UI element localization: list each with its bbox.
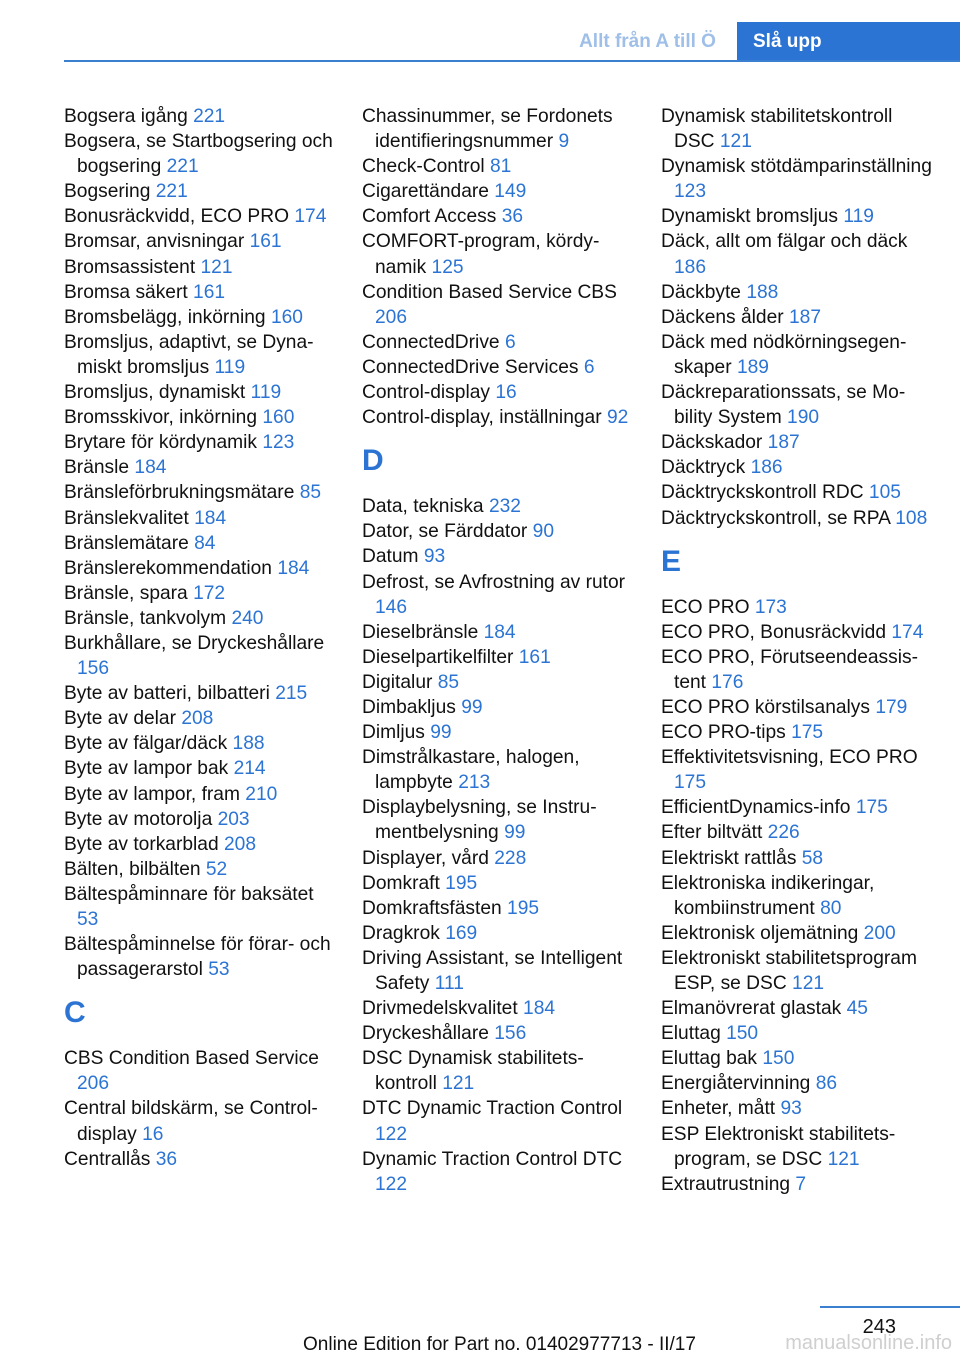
entry-text: Däcktryckskontroll, se RPA	[661, 507, 890, 529]
index-entry	[64, 330, 334, 380]
page-link[interactable]: 156	[494, 1023, 527, 1045]
page-link[interactable]: 149	[494, 181, 527, 203]
index-entry	[64, 556, 334, 581]
page-link[interactable]: 80	[820, 897, 842, 919]
index-entry	[362, 670, 632, 695]
entry-text: Eluttag	[661, 1023, 721, 1045]
index-entry	[362, 1021, 632, 1046]
index-entry	[64, 229, 334, 254]
entry-text: Energiåtervinning	[661, 1073, 811, 1095]
index-entry	[362, 1147, 632, 1197]
index-entry	[661, 305, 936, 330]
entry-text: Defrost, se Avfrostning av rutor	[362, 571, 626, 593]
index-entry	[64, 380, 334, 405]
entry-text: ConnectedDrive Services	[362, 356, 579, 378]
edition-note: Online Edition for Part no. 01402977713 - II/17	[303, 1334, 696, 1355]
page-link[interactable]: 184	[523, 998, 556, 1020]
entry-text: Dieselbränsle	[362, 621, 479, 643]
index-entry	[64, 857, 334, 882]
entry-text: Displayer, vård	[362, 847, 489, 869]
page-link[interactable]: 121	[200, 256, 233, 278]
entry-text: ESP Elektroniskt stabilitetsprogram, se DSC	[661, 1123, 896, 1170]
page-link[interactable]: 174	[294, 206, 327, 228]
page-link[interactable]: 213	[458, 772, 491, 794]
page-link[interactable]: 99	[430, 722, 452, 744]
entry-text: Byte av lampor, fram	[64, 783, 240, 805]
watermark: manualsonline.info	[785, 1332, 952, 1354]
index-entry	[64, 606, 334, 631]
page-link[interactable]: 6	[583, 356, 595, 378]
entry-text: Dimstrålkastare, halogen, lampbyte	[362, 747, 580, 794]
index-entry	[64, 581, 334, 606]
page-link[interactable]: 203	[217, 808, 250, 830]
page-link[interactable]: 121	[442, 1073, 475, 1095]
index-entry	[362, 330, 632, 355]
section-letter: E	[661, 544, 682, 578]
page-link[interactable]: 214	[233, 758, 266, 780]
page-link[interactable]: 90	[532, 521, 554, 543]
page-link[interactable]: 16	[142, 1123, 164, 1145]
index-entry	[362, 519, 632, 544]
index-entry	[661, 795, 936, 820]
tab-a-to-o[interactable]: Allt från A till Ö	[579, 31, 716, 52]
entry-text: Byte av batteri, bilbatteri	[64, 683, 270, 705]
page-link[interactable]: 93	[423, 546, 446, 568]
page-link[interactable]: 176	[711, 671, 744, 693]
page-link[interactable]: 161	[518, 646, 551, 668]
page-link[interactable]: 150	[726, 1023, 759, 1045]
entry-text: Däcktryckskontroll RDC	[661, 482, 864, 504]
page-link[interactable]: 187	[789, 306, 822, 328]
page-link[interactable]: 99	[504, 822, 526, 844]
entry-text: Efter biltvätt	[661, 822, 763, 844]
page-link[interactable]: 99	[461, 696, 483, 718]
index-entry	[64, 1096, 334, 1146]
entry-text: Bälten, bilbälten	[64, 858, 201, 880]
entry-text: Bromsljus, dynamiskt	[64, 382, 246, 404]
entry-text: Displaybelysning, se Instrumentbelysning	[362, 797, 597, 844]
entry-text: Bränslekvalitet	[64, 507, 189, 529]
entry-text: Däck, allt om fälgar och däck	[661, 231, 908, 253]
index-entry	[661, 1096, 936, 1121]
page-link[interactable]: 240	[231, 607, 264, 629]
index-column-2	[362, 104, 632, 1197]
page-link[interactable]: 85	[437, 671, 460, 693]
entry-text: ECO PRO, Förutseendeassistent	[661, 646, 918, 693]
page-link[interactable]: 119	[843, 206, 874, 228]
page-link[interactable]: 195	[445, 872, 478, 894]
tab-lookup[interactable]: Slå upp	[737, 22, 960, 62]
page-link[interactable]: 53	[77, 909, 99, 930]
entry-text: Bränsle, spara	[64, 582, 188, 604]
entry-text: Control-display	[362, 382, 490, 404]
page-link[interactable]: 186	[750, 457, 783, 479]
index-entry	[64, 104, 334, 129]
entry-text: Chassinummer, se Fordonets identifieringsnummer	[362, 106, 613, 153]
index-entry	[661, 620, 936, 645]
header-bar	[0, 0, 960, 62]
page-link[interactable]: 187	[767, 432, 800, 454]
page-link[interactable]: 221	[166, 156, 199, 178]
entry-text: Enheter, mått	[661, 1098, 776, 1120]
index-entry	[64, 932, 334, 982]
page-link[interactable]: 200	[863, 922, 896, 944]
index-entry	[661, 229, 936, 279]
page-link[interactable]: 119	[214, 356, 246, 378]
page-link[interactable]: 232	[488, 496, 521, 518]
index-entry	[362, 494, 632, 519]
index-entry	[362, 1096, 632, 1146]
entry-text: Control-display, inställningar	[362, 407, 602, 429]
entry-text: Comfort Access	[362, 206, 497, 228]
page-link[interactable]: 228	[494, 847, 527, 869]
entry-text: Byte av motorolja	[64, 808, 213, 830]
entry-text: Bogsera igång	[64, 106, 188, 127]
page-link[interactable]: 206	[77, 1073, 110, 1095]
entry-text: Digitalur	[362, 671, 433, 693]
entry-text: Bromsbelägg, inkörning	[64, 306, 266, 328]
footer-rule	[820, 1306, 960, 1308]
entry-text: Bältespåminnare för baksätet	[64, 883, 314, 905]
page-link[interactable]: 175	[791, 722, 824, 744]
index-entry	[362, 280, 632, 330]
entry-text: Bromsskivor, inkörning	[64, 407, 258, 429]
page-link[interactable]: 161	[249, 231, 282, 253]
index-entry	[362, 645, 632, 670]
page-link[interactable]: 52	[205, 858, 228, 880]
page-link[interactable]: 125	[431, 256, 464, 278]
page-link[interactable]: 215	[275, 683, 308, 705]
entry-text: Dynamisk stabilitetskontroll DSC	[661, 106, 893, 153]
page-link[interactable]: 150	[762, 1048, 795, 1070]
page-link[interactable]: 184	[134, 457, 167, 479]
entry-text: Elektronisk oljemätning	[661, 922, 859, 944]
page-link[interactable]: 93	[780, 1098, 802, 1120]
page-link[interactable]: 123	[262, 432, 295, 454]
page-link[interactable]: 189	[736, 356, 769, 378]
page-link[interactable]: 221	[193, 106, 226, 127]
entry-text: Byte av torkarblad	[64, 833, 219, 855]
index-entry	[661, 154, 936, 204]
entry-text: Dynamic Traction Control DTC	[362, 1148, 623, 1170]
page-link[interactable]: 84	[194, 532, 216, 554]
index-column-3	[661, 104, 936, 1197]
index-entry	[362, 871, 632, 896]
index-entry	[362, 1046, 632, 1096]
entry-text: Elektroniska indikeringar, kombiinstrument	[661, 872, 875, 919]
page-link[interactable]: 188	[232, 733, 265, 755]
entry-text: ECO PRO, Bonusräckvidd	[661, 621, 887, 643]
index-entry	[362, 104, 632, 154]
page-link[interactable]: 221	[155, 181, 188, 203]
page-link[interactable]: 195	[507, 897, 540, 919]
index-entry	[64, 305, 334, 330]
index-entry	[362, 745, 632, 795]
entry-text: DTC Dynamic Traction Control	[362, 1098, 623, 1120]
index-entry	[362, 846, 632, 871]
entry-text: Elmanövrerat glastak	[661, 998, 842, 1020]
index-entry	[661, 745, 936, 795]
index-entry	[64, 280, 334, 305]
page-link[interactable]: 121	[719, 131, 752, 153]
section-letter: D	[362, 444, 384, 478]
page-link[interactable]: 108	[895, 507, 928, 529]
entry-text: Bonusräckvidd, ECO PRO	[64, 206, 290, 228]
entry-text: Bältespåminnelse för förar- och passagerarstol	[64, 934, 331, 981]
page-link[interactable]: 184	[483, 621, 516, 643]
page-link[interactable]: 173	[754, 596, 787, 618]
page-link[interactable]: 179	[875, 696, 908, 718]
entry-text: Bränslerekommendation	[64, 557, 272, 579]
page-link[interactable]: 6	[504, 331, 516, 353]
entry-text: Bromsar, anvisningar	[64, 231, 245, 253]
entry-text: Data, tekniska	[362, 496, 484, 518]
page-number: 243	[862, 1316, 896, 1338]
entry-text: Elektriskt rattlås	[661, 847, 797, 869]
entry-text: Driving Assistant, se Intelligent Safety	[362, 947, 623, 994]
index-entry	[64, 204, 334, 229]
index-entry	[661, 846, 936, 871]
entry-text: Däckskador	[661, 432, 763, 454]
page-link[interactable]: 186	[674, 256, 707, 278]
entry-text: Bränslemätare	[64, 532, 189, 554]
index-column-1	[64, 104, 334, 1172]
entry-text: Bromsa säkert	[64, 281, 188, 303]
page-link[interactable]: 36	[501, 206, 524, 228]
index-entry	[661, 1172, 936, 1197]
page-link[interactable]: 188	[746, 281, 779, 303]
entry-text: EfficientDynamics-info	[661, 797, 851, 819]
entry-text: Cigarettändare	[362, 181, 489, 203]
index-entry	[661, 645, 936, 695]
index-entry	[362, 204, 632, 229]
index-entry	[64, 1046, 334, 1096]
entry-text: Byte av fälgar/däck	[64, 733, 228, 755]
index-entry	[64, 179, 334, 204]
page-link[interactable]: 119	[250, 382, 282, 404]
index-entry	[362, 896, 632, 921]
index-entry	[64, 756, 334, 781]
page-link[interactable]: 123	[674, 181, 707, 203]
index-entry	[661, 1071, 936, 1096]
index-entry	[661, 380, 936, 430]
entry-text: Dragkrok	[362, 922, 440, 944]
page-link[interactable]: 85	[299, 482, 322, 504]
header-rule	[64, 60, 960, 62]
entry-text: Dimljus	[362, 722, 425, 744]
page-link[interactable]: 45	[846, 998, 868, 1020]
index-entry	[362, 720, 632, 745]
entry-text: Däcktryck	[661, 457, 746, 479]
entry-text: Centrallås	[64, 1148, 151, 1170]
entry-text: Byte av lampor bak	[64, 758, 229, 780]
page-link[interactable]: 208	[181, 708, 214, 730]
entry-text: Domkraftsfästen	[362, 897, 502, 919]
index-entry	[362, 921, 632, 946]
index-entry	[661, 204, 936, 229]
index-entry	[661, 946, 936, 996]
entry-text: Bogsera, se Startbogsering och bogsering	[64, 131, 333, 178]
entry-text: CBS Condition Based Service	[64, 1048, 319, 1070]
entry-text: Check-Control	[362, 156, 485, 178]
index-entry	[661, 1046, 936, 1071]
entry-text: ConnectedDrive	[362, 331, 500, 353]
page-link[interactable]: 208	[224, 833, 257, 855]
page-link[interactable]: 122	[375, 1173, 408, 1195]
index-entry	[661, 871, 936, 921]
index-entry	[362, 405, 632, 430]
page-link[interactable]: 111	[434, 973, 464, 994]
entry-text: Dryckeshållare	[362, 1023, 489, 1045]
entry-text: Bränsleförbrukningsmätare	[64, 482, 295, 504]
entry-text: Effektivitetsvisning, ECO PRO	[661, 747, 918, 769]
entry-text: Bromsljus, adaptivt, se Dynamiskt bromsljus	[64, 331, 314, 378]
page-link[interactable]: 105	[868, 482, 901, 504]
index-entry	[661, 104, 936, 154]
entry-text: Condition Based Service CBS	[362, 281, 617, 303]
index-entry	[661, 280, 936, 305]
index-entry	[64, 430, 334, 455]
page-link[interactable]: 160	[262, 407, 295, 429]
index-entry	[362, 154, 632, 179]
index-entry	[661, 921, 936, 946]
index-entry	[64, 631, 334, 681]
page-link[interactable]: 92	[606, 407, 629, 429]
entry-text: Däck med nödkörningsegenskaper	[661, 331, 907, 378]
index-entry	[362, 996, 632, 1021]
index-entry	[64, 255, 334, 280]
index-entry	[661, 720, 936, 745]
index-entry	[362, 380, 632, 405]
entry-text: Bränsle	[64, 457, 130, 479]
entry-text: Brytare för kördynamik	[64, 432, 257, 454]
index-entry	[64, 706, 334, 731]
page-link[interactable]: 9	[558, 131, 570, 153]
entry-text: Dynamiskt bromsljus	[661, 206, 838, 228]
index-entry	[661, 820, 936, 845]
page-link[interactable]: 7	[795, 1173, 807, 1195]
page-link[interactable]: 86	[815, 1073, 838, 1095]
page-link[interactable]: 210	[245, 783, 278, 805]
index-entry	[64, 506, 334, 531]
index-entry	[64, 531, 334, 556]
section-letter: C	[64, 996, 86, 1030]
index-entry	[64, 405, 334, 430]
index-entry	[362, 620, 632, 645]
entry-text: Dimbakljus	[362, 696, 456, 718]
index-entry	[64, 807, 334, 832]
index-entry	[362, 355, 632, 380]
index-entry	[661, 1122, 936, 1172]
index-entry	[661, 595, 936, 620]
entry-text: Bromsassistent	[64, 256, 196, 278]
entry-text: Dator, se Färddator	[362, 521, 528, 543]
page-link[interactable]: 81	[489, 156, 512, 178]
page-link[interactable]: 146	[375, 596, 408, 618]
entry-text: Däckbyte	[661, 281, 741, 303]
page-link[interactable]: 206	[375, 306, 408, 328]
page-link[interactable]: 16	[495, 382, 517, 404]
page-link[interactable]: 226	[767, 822, 800, 844]
page-link[interactable]: 58	[801, 847, 824, 869]
entry-text: Datum	[362, 546, 419, 568]
index-entry	[362, 179, 632, 204]
page-link[interactable]: 160	[270, 306, 303, 328]
index-entry	[64, 731, 334, 756]
entry-text: Drivmedelskvalitet	[362, 998, 518, 1020]
index-entry	[64, 782, 334, 807]
entry-text: ECO PRO	[661, 596, 750, 618]
page-link[interactable]: 121	[792, 973, 825, 994]
entry-text: Dieselpartikelfilter	[362, 646, 514, 668]
page-link[interactable]: 172	[193, 582, 226, 604]
index-entry	[362, 544, 632, 569]
index-entry	[64, 455, 334, 480]
index-entry	[661, 695, 936, 720]
index-entry	[661, 996, 936, 1021]
entry-text: Däckreparationssats, se Mobility System	[661, 382, 906, 429]
entry-text: Central bildskärm, se Control- display	[64, 1098, 318, 1145]
page-link[interactable]: 169	[445, 922, 478, 944]
page-link[interactable]: 174	[891, 621, 924, 643]
entry-text: Eluttag bak	[661, 1048, 758, 1070]
index-entry	[661, 455, 936, 480]
entry-text: Extrautrustning	[661, 1173, 791, 1195]
page-link[interactable]: 190	[787, 407, 820, 429]
index-entry	[661, 1021, 936, 1046]
entry-text: Byte av delar	[64, 708, 176, 730]
index-entry	[64, 1147, 334, 1172]
entry-text: Burkhållare, se Dryckeshållare	[64, 632, 325, 654]
index-entry	[362, 570, 632, 620]
index-entry	[661, 330, 936, 380]
page-link[interactable]: 175	[855, 797, 888, 819]
entry-text: ECO PRO-tips	[661, 722, 786, 744]
index-entry	[64, 832, 334, 857]
index-entry	[362, 229, 632, 279]
index-entry	[64, 480, 334, 505]
page-link[interactable]: 161	[193, 281, 226, 303]
entry-text: Domkraft	[362, 872, 440, 894]
index-entry	[362, 695, 632, 720]
index-entry	[64, 882, 334, 932]
page-link[interactable]: 53	[208, 959, 230, 981]
index-entry	[661, 480, 936, 505]
entry-text: ECO PRO körstilsanalys	[661, 696, 870, 718]
entry-text: DSC Dynamisk stabilitetskontroll	[362, 1048, 584, 1095]
entry-text: Dynamisk stötdämparinställning	[661, 156, 932, 178]
index-entry	[362, 795, 632, 845]
index-entry	[362, 946, 632, 996]
index-entry	[64, 681, 334, 706]
page-link[interactable]: 184	[277, 557, 310, 579]
page-link[interactable]: 184	[194, 507, 227, 529]
entry-text: Bränsle, tankvolym	[64, 607, 227, 629]
entry-text: COMFORT-program, kördynamik	[362, 231, 600, 278]
entry-text: Elektroniskt stabilitetsprogram ESP, se DSC	[661, 947, 917, 994]
page-link[interactable]: 156	[77, 658, 110, 680]
page-link[interactable]: 36	[155, 1148, 178, 1170]
entry-text: Däckens ålder	[661, 306, 784, 328]
page-link[interactable]: 121	[827, 1148, 860, 1170]
index-entry	[64, 129, 334, 179]
page-link[interactable]: 122	[375, 1123, 408, 1145]
entry-text: Bogsering	[64, 181, 151, 203]
index-entry	[661, 506, 936, 531]
index-entry	[661, 430, 936, 455]
page-link[interactable]: 175	[674, 772, 707, 794]
